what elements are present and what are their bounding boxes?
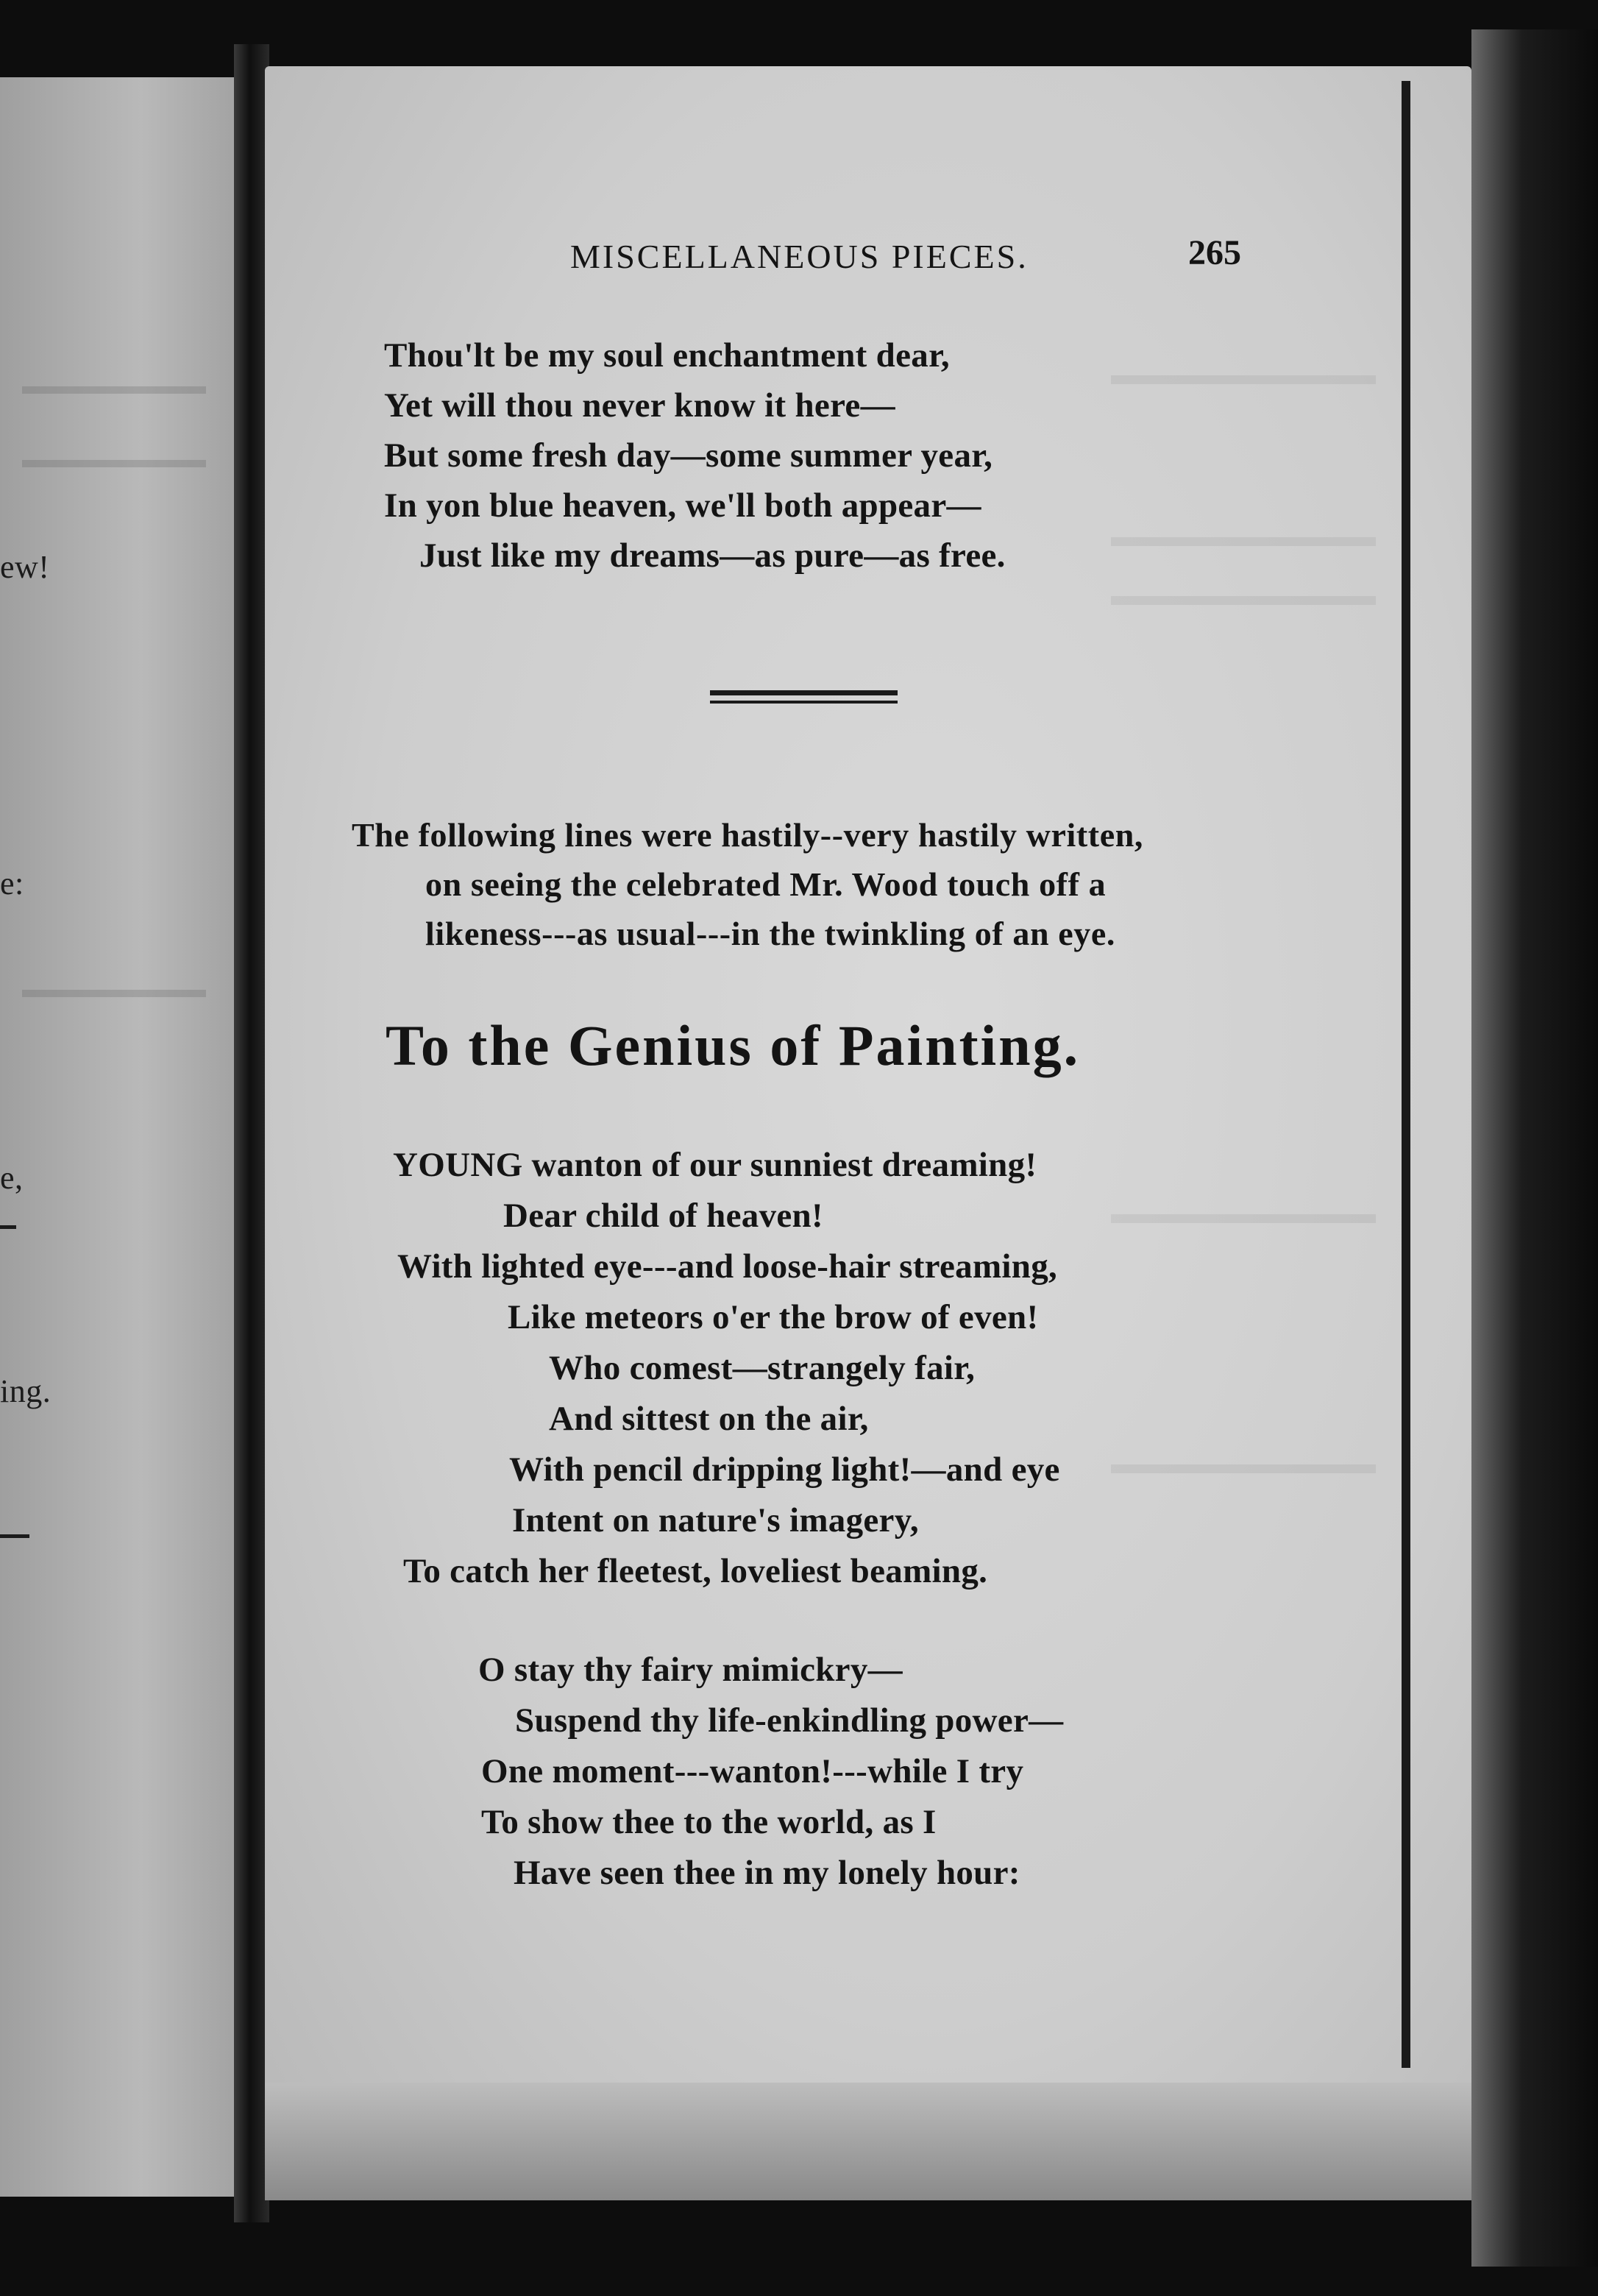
left-page-dash [0, 1534, 29, 1538]
verse-line: Just like my dreams—as pure—as free. [419, 536, 1006, 575]
verse-line: O stay thy fairy mimickry— [478, 1651, 903, 1689]
left-page-fragment: e: [0, 865, 24, 901]
verse-line: But some fresh day—some summer year, [384, 436, 993, 475]
left-page-dash [0, 1225, 16, 1229]
left-facing-page [0, 77, 235, 2197]
book-gutter [234, 44, 269, 2222]
verse-line: With pencil dripping light!—and eye [509, 1450, 1060, 1489]
verse-line: To catch her fleetest, loveliest beaming. [403, 1552, 988, 1590]
verse-line: One moment---wanton!---while I try [481, 1752, 1024, 1790]
verse-line: Like meteors o'er the brow of even! [508, 1298, 1039, 1336]
verse-line: With lighted eye---and loose-hair streaming, [397, 1247, 1058, 1286]
verse-line: Who comest—strangely fair, [549, 1349, 976, 1387]
verse-line: YOUNG wanton of our sunniest dreaming! [393, 1146, 1037, 1184]
left-page-fragment: ew! [0, 549, 50, 585]
show-through-line [22, 386, 206, 394]
show-through-line [1111, 1214, 1376, 1223]
intro-line: on seeing the celebrated Mr. Wood touch off a [425, 865, 1107, 903]
show-through-line [22, 990, 206, 997]
separator-rule [710, 701, 898, 704]
verse-line: And sittest on the air, [549, 1400, 869, 1438]
verse-line: Suspend thy life-enkindling power— [515, 1701, 1064, 1740]
show-through-line [1111, 375, 1376, 384]
running-head: MISCELLANEOUS PIECES. [570, 238, 1029, 275]
intro-line: The following lines were hastily--very hastily written, [352, 816, 1143, 854]
page-number: 265 [1188, 233, 1241, 272]
show-through-line [1111, 537, 1376, 546]
verse-line: Have seen thee in my lonely hour: [514, 1854, 1020, 1892]
verse-line: Intent on nature's imagery, [512, 1501, 919, 1539]
left-page-fragment: e, [0, 1160, 24, 1196]
intro-line: likeness---as usual---in the twinkling of an eye. [425, 915, 1115, 952]
page-bottom-edge [265, 2083, 1471, 2200]
separator-rule [710, 690, 898, 695]
show-through-line [1111, 1464, 1376, 1473]
left-page-fragment: ing. [0, 1373, 52, 1409]
page-border-rule [1402, 81, 1410, 2068]
show-through-line [22, 460, 206, 467]
show-through-line [1111, 596, 1376, 605]
verse-line: In yon blue heaven, we'll both appear— [384, 486, 981, 525]
verse-line: Dear child of heaven! [503, 1197, 823, 1235]
verse-line: Yet will thou never know it here— [384, 386, 895, 425]
verse-line: To show thee to the world, as I [481, 1803, 937, 1841]
poem-title: To the Genius of Painting. [386, 1013, 1081, 1077]
verse-line: Thou'lt be my soul enchantment dear, [384, 336, 950, 375]
page-edge-shadow [1471, 29, 1598, 2267]
